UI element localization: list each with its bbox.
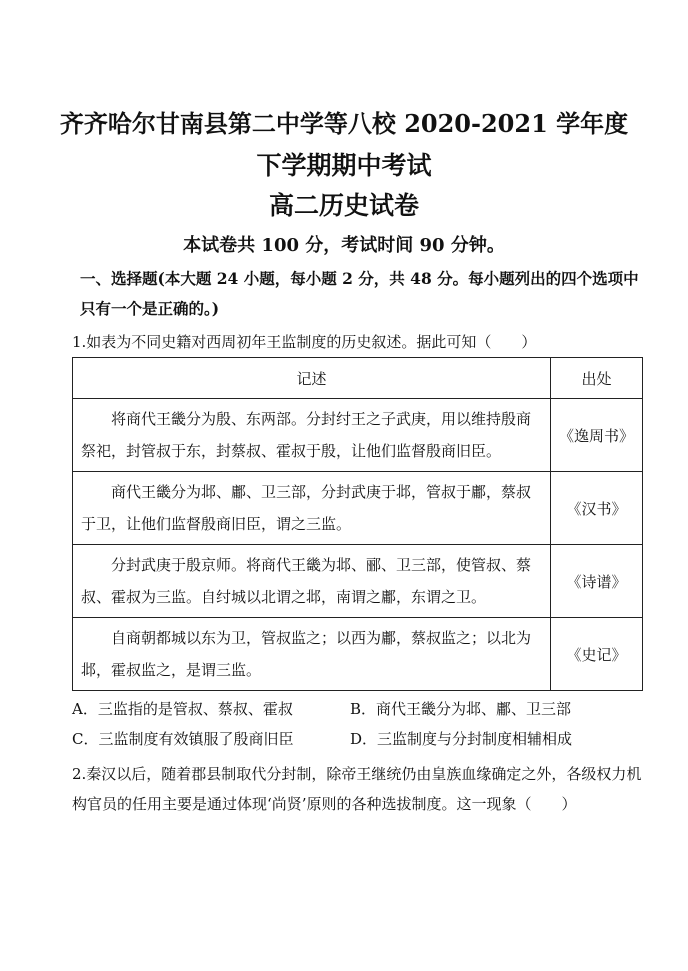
exam-info: 本试卷共 100 分，考试时间 90 分钟。 [183,235,505,256]
option-d[interactable]: D．三监制度与分封制度相辅相成 [350,730,573,748]
question-1-stem: 1.如表为不同史籍对西周初年王监制度的历史叙述。据此可知（ ） [72,333,537,351]
table-row [73,399,643,472]
record-cell: 分封武庚于殷京师。将商代王畿为邶、郦、卫三部，使管叔、蔡叔、霍叔为三监。自纣城以北谓之邶，南谓之鄘，东谓之卫。 [73,545,551,618]
table-row [73,545,643,618]
option-c[interactable]: C．三监制度有效镇服了殷商旧臣 [72,730,294,748]
question-2-stem: 2.秦汉以后，随着郡县制取代分封制，除帝王继统仍由皇族血缘确定之外，各级权力机构官员的任用主要是通过体现‘尚贤’原则的各种选拔制度。这一现象（ ） [72,765,642,813]
option-a[interactable]: A．三监指的是管叔、蔡叔、霍叔 [72,700,293,718]
question-1-options [72,694,632,754]
source-cell: 《史记》 [551,618,643,691]
source-cell: 《逸周书》 [551,399,643,472]
section-heading: 一、选择题(本大题 24 小题，每小题 2 分，共 48 分。每小题列出的四个选项中只有一个是正确的。) [80,269,639,318]
exam-title-line1: 齐齐哈尔甘南县第二中学等八校 2020-2021 学年度 [59,109,629,138]
header-source: 出处 [551,358,643,399]
table-row [73,472,643,545]
history-table [72,357,643,691]
header-record: 记述 [73,358,551,399]
table-header-row [73,358,643,399]
source-cell: 《汉书》 [551,472,643,545]
exam-title-line3: 高二历史试卷 [268,191,419,220]
option-b[interactable]: B．商代王畿分为邶、鄘、卫三部 [350,700,572,718]
record-cell: 将商代王畿分为殷、东两部。分封纣王之子武庚，用以维持殷商祭祀，封管叔于东，封蔡叔、霍叔于殷，让他们监督殷商旧臣。 [73,399,551,472]
record-cell: 商代王畿分为邶、鄘、卫三部，分封武庚于邶，管叔于鄘，蔡叔于卫，让他们监督殷商旧臣，谓之三监。 [73,472,551,545]
source-cell: 《诗谱》 [551,545,643,618]
table-row [73,618,643,691]
exam-title-line2: 下学期期中考试 [256,151,432,180]
record-cell: 自商朝都城以东为卫，管叔监之；以西为鄘，蔡叔监之；以北为邶，霍叔监之，是谓三监。 [73,618,551,691]
